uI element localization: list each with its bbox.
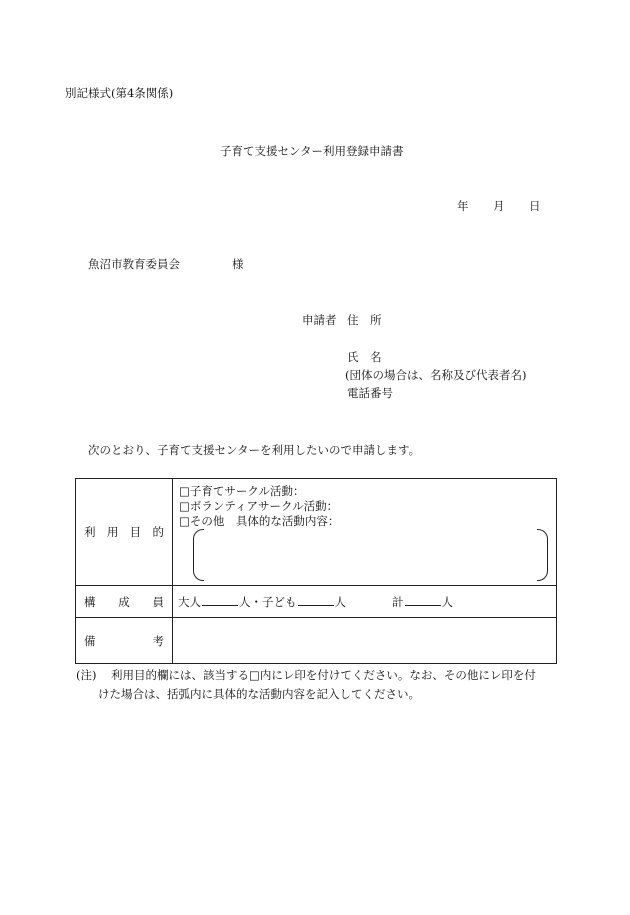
remarks-label-cell	[76, 618, 173, 664]
left-bracket	[193, 529, 204, 581]
addressee-honorific: 様	[232, 257, 244, 271]
total-label: 計	[392, 594, 404, 609]
date-year: 年	[457, 199, 469, 213]
intro-text: 次のとおり、子育て支援センターを利用したいので申請します。	[88, 443, 421, 457]
note-line-2: けた場合は、括弧内に具体的な活動内容を記入してください。	[98, 687, 420, 701]
remarks-content-cell[interactable]	[173, 618, 557, 664]
phone-label: 電話番号	[347, 386, 393, 400]
option-other[interactable]: □その他 具体的な活動内容：	[179, 514, 340, 528]
option-volunteer-circle[interactable]: □ボランティアサークル活動：	[179, 499, 339, 513]
purpose-label-cell	[76, 479, 173, 586]
adults-blank[interactable]	[202, 594, 238, 606]
members-label: 構 成 員	[84, 594, 164, 609]
children-label: 人・子ども	[239, 594, 297, 609]
note-prefix: (注)	[76, 668, 97, 682]
purpose-content-cell[interactable]	[173, 479, 557, 586]
addressee-org: 魚沼市教育委員会	[88, 257, 180, 271]
total-blank[interactable]	[405, 594, 441, 606]
remarks-row	[76, 618, 557, 664]
children-blank[interactable]	[298, 594, 334, 606]
purpose-row	[76, 479, 557, 586]
form-header: 別記様式(第4条関係)	[65, 86, 174, 100]
adults-label: 大人	[178, 594, 201, 609]
date-day: 日	[529, 199, 541, 213]
purpose-label: 利 用 目 的	[84, 525, 164, 539]
remarks-label: 備 考	[84, 633, 164, 648]
option-childcare-circle[interactable]: □子育てサークル活動：	[179, 484, 305, 498]
members-row	[76, 586, 557, 618]
applicant-label: 申請者	[302, 313, 337, 327]
total-unit: 人	[441, 594, 453, 609]
members-label-cell	[76, 586, 173, 618]
children-unit: 人	[334, 594, 346, 609]
name-label: 氏 名	[347, 350, 382, 364]
date-month: 月	[493, 199, 505, 213]
document-title: 子育て支援センター利用登録申請書	[220, 144, 404, 158]
address-label: 住 所	[347, 313, 382, 327]
right-bracket	[537, 529, 548, 581]
members-content-cell[interactable]	[173, 586, 557, 618]
application-table	[75, 478, 557, 664]
note-line-1: 利用目的欄には、該当する□内にレ印を付けてください。なお、その他にレ印を付	[111, 668, 536, 682]
group-note: (団体の場合は、名称及び代表者名)	[345, 368, 527, 382]
